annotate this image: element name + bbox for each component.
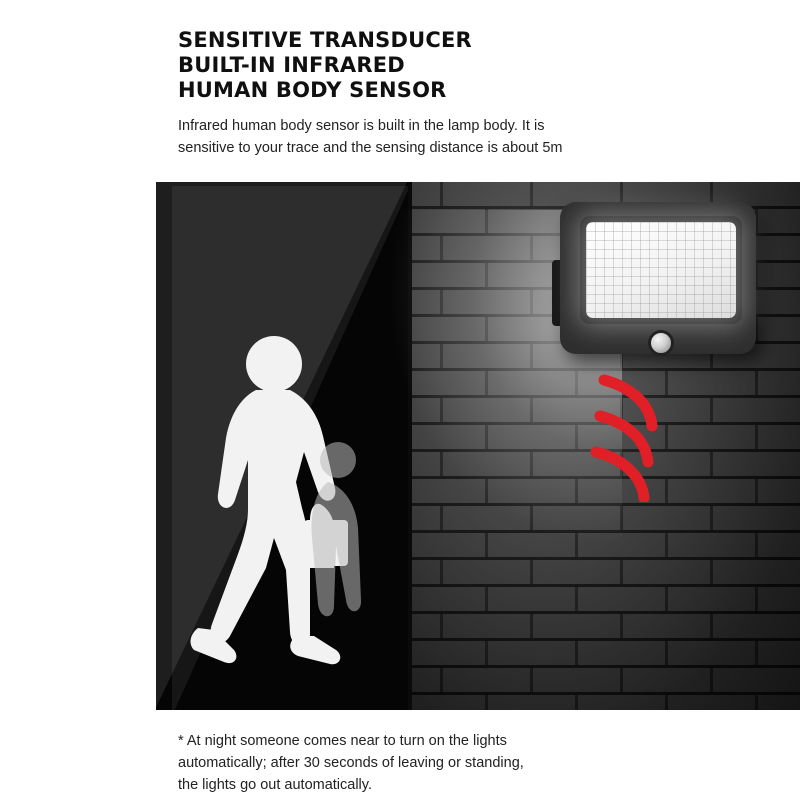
content-column [178, 0, 800, 800]
headline-line-1: SENSITIVE TRANSDUCER [178, 28, 472, 52]
footnote-line-3: the lights go out automatically. [178, 777, 372, 793]
led-flood-light-icon [552, 202, 772, 382]
page-title [178, 0, 800, 103]
headline-line-2: BUILT-IN INFRARED [178, 53, 405, 77]
person-silhouette-icon [178, 332, 388, 704]
lamp-housing [560, 202, 756, 354]
hero-image [156, 182, 800, 710]
motion-sensor-icon [648, 330, 674, 356]
subcopy-paragraph [178, 103, 633, 159]
hero-left-scene [156, 182, 410, 710]
footnote [178, 730, 648, 796]
headline-line-3: HUMAN BODY SENSOR [178, 78, 447, 102]
subcopy-line-2: sensitive to your trace and the sensing distance is about 5m [178, 140, 563, 156]
scene-divider [408, 182, 412, 710]
infrared-wave-icon [588, 372, 698, 502]
footnote-line-1: * At night someone comes near to turn on the lights [178, 733, 507, 749]
subcopy-line-1: Infrared human body sensor is built in the lamp body. It is [178, 118, 545, 134]
left-margin [0, 0, 155, 800]
lamp-led-panel [586, 222, 736, 318]
footnote-line-2: automatically; after 30 seconds of leaving or standing, [178, 755, 524, 771]
